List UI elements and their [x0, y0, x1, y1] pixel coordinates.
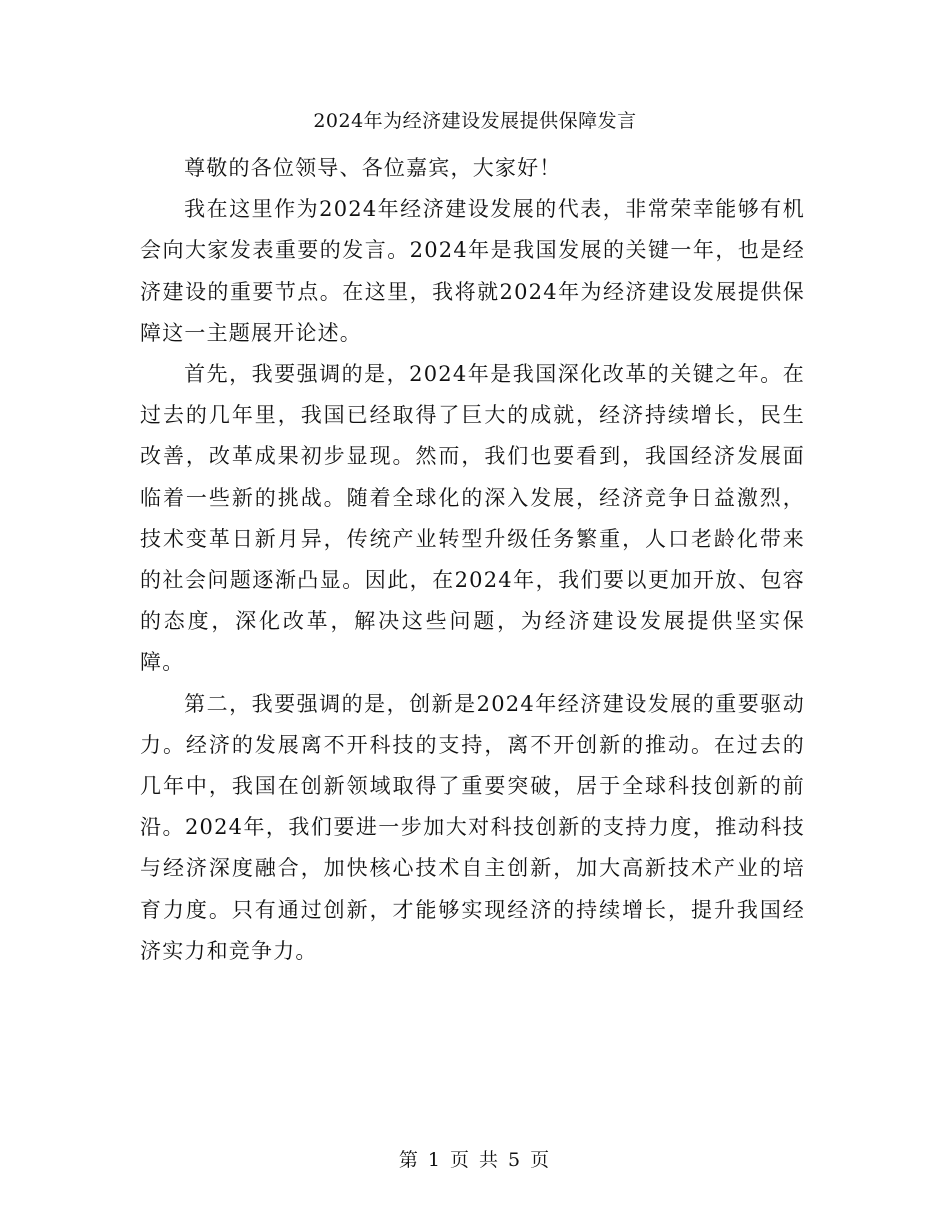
paragraph-introduction: 我在这里作为2024年经济建设发展的代表，非常荣幸能够有机会向大家发表重要的发言。2024年是我国发展的关键一年，也是经济建设的重要节点。在这里，我将就2024年为经济建设发展提供保障这一主题展开论述。: [140, 197, 805, 345]
paragraph-greeting: 尊敬的各位领导、各位嘉宾，大家好！: [184, 156, 562, 180]
paragraph-reform: 首先，我要强调的是，2024年是我国深化改革的关键之年。在过去的几年里，我国已经取得了巨大的成就，经济持续增长，民生改善，改革成果初步显现。然而，我们也要看到，我国经济发展面临着一些新的挑战。随着全球化的深入发展，经济竞争日益激烈，技术变革日新月异，传统产业转型升级任务繁重，人口老龄化带来的社会问题逐渐凸显。因此，在2024年，我们要以更加开放、包容的态度，深化改革，解决这些问题，为经济建设发展提供坚实保障。: [140, 362, 805, 675]
page-number-footer: 第 1 页 共 5 页: [398, 1149, 552, 1171]
paragraph-innovation: 第二，我要强调的是，创新是2024年经济建设发展的重要驱动力。经济的发展离不开科技的支持，离不开创新的推动。在过去的几年中，我国在创新领域取得了重要突破，居于全球科技创新的前沿。2024年，我们要进一步加大对科技创新的支持力度，推动科技与经济深度融合，加快核心技术自主创新，加大高新技术产业的培育力度。只有通过创新，才能够实现经济的持续增长，提升我国经济实力和竞争力。: [140, 691, 805, 963]
document-body: [140, 148, 805, 972]
document-title: 2024年为经济建设发展提供保障发言: [313, 110, 637, 132]
